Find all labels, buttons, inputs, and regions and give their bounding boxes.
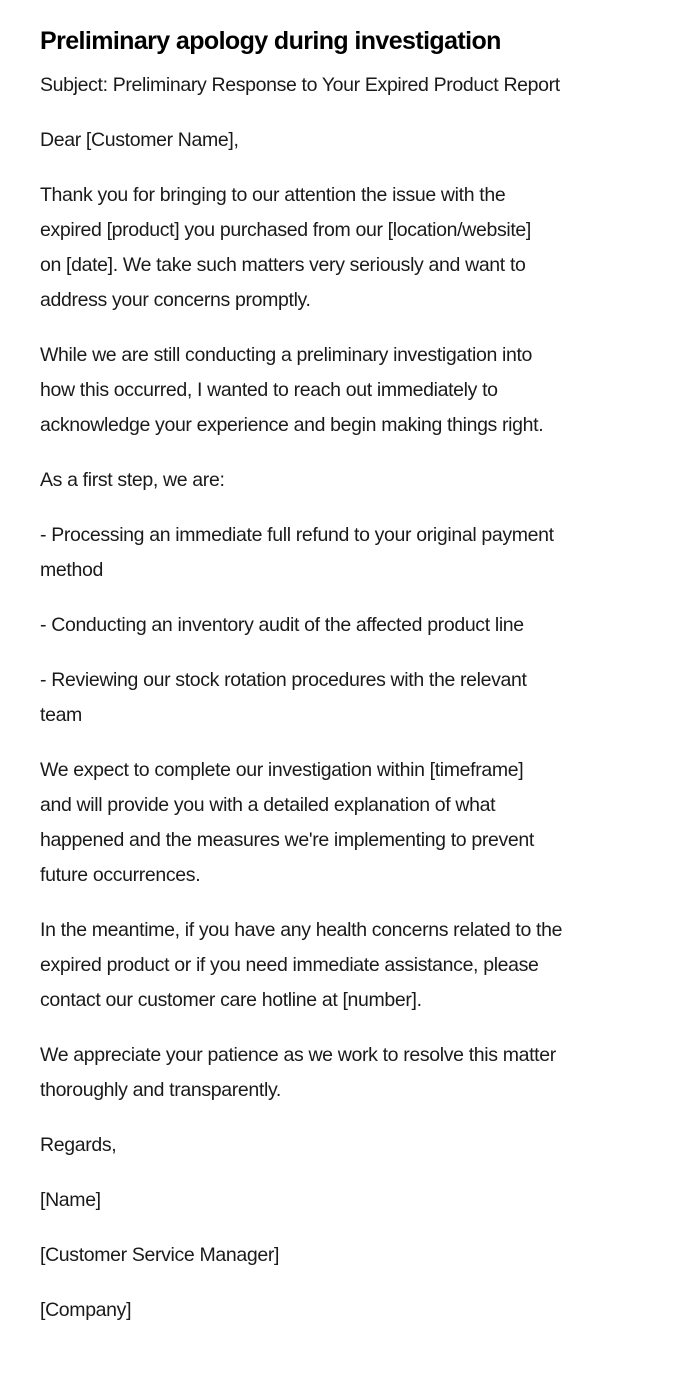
- text-line: As a first step, we are:: [40, 469, 225, 491]
- text-line: - Reviewing our stock rotation procedures with the relevant: [40, 669, 527, 691]
- text-line: [Name]: [40, 1189, 101, 1211]
- text-line: how this occurred, I wanted to reach out immediately to: [40, 379, 498, 401]
- text-line: In the meantime, if you have any health concerns related to the: [40, 919, 563, 941]
- sign-off: [40, 1128, 644, 1163]
- text-line: expired product or if you need immediate assistance, please: [40, 954, 539, 976]
- text-line: address your concerns promptly.: [40, 289, 311, 311]
- text-line: Subject: Preliminary Response to Your Expired Product Report: [40, 74, 560, 96]
- salutation: [40, 123, 644, 158]
- closing-paragraph: [40, 1038, 644, 1108]
- signature-company: [40, 1293, 644, 1328]
- step-item-review: [40, 663, 644, 733]
- text-line: Thank you for bringing to our attention the issue with the: [40, 184, 506, 206]
- text-line: [Company]: [40, 1299, 132, 1321]
- text-line: While we are still conducting a preliminary investigation into: [40, 344, 533, 366]
- investigation-paragraph: [40, 338, 644, 443]
- text-line: We expect to complete our investigation within [timeframe]: [40, 759, 524, 781]
- signature-name: [40, 1183, 644, 1218]
- text-line: We appreciate your patience as we work to resolve this matter: [40, 1044, 556, 1066]
- text-line: happened and the measures we're implementing to prevent: [40, 829, 534, 851]
- health-concerns-paragraph: [40, 913, 644, 1018]
- first-step-intro: [40, 463, 644, 498]
- intro-paragraph: [40, 178, 644, 318]
- text-line: and will provide you with a detailed explanation of what: [40, 794, 496, 816]
- text-line: acknowledge your experience and begin making things right.: [40, 414, 544, 436]
- text-line: Dear [Customer Name],: [40, 129, 239, 151]
- text-line: method: [40, 559, 103, 581]
- text-line: contact our customer care hotline at [number].: [40, 989, 422, 1011]
- text-line: Regards,: [40, 1134, 117, 1156]
- text-line: expired [product] you purchased from our [location/website]: [40, 219, 531, 241]
- step-item-refund: [40, 518, 644, 588]
- text-line: [Customer Service Manager]: [40, 1244, 280, 1266]
- text-line: on [date]. We take such matters very seriously and want to: [40, 254, 526, 276]
- text-line: thoroughly and transparently.: [40, 1079, 281, 1101]
- signature-title: [40, 1238, 644, 1273]
- text-line: - Conducting an inventory audit of the affected product line: [40, 614, 524, 636]
- subject-line: [40, 68, 644, 103]
- timeframe-paragraph: [40, 753, 644, 893]
- text-line: team: [40, 704, 82, 726]
- text-line: future occurrences.: [40, 864, 201, 886]
- document-title: Preliminary apology during investigation: [40, 27, 501, 55]
- step-item-audit: [40, 608, 644, 643]
- text-line: - Processing an immediate full refund to your original payment: [40, 524, 554, 546]
